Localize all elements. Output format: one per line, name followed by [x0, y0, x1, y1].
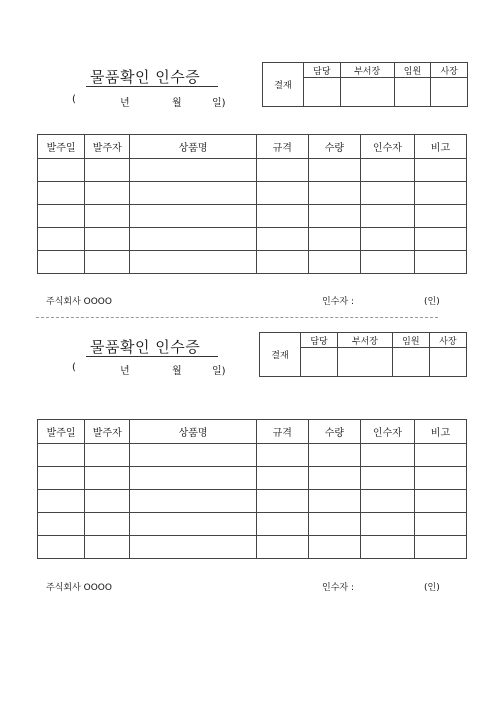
form-title: 물품확인 인수증 [90, 338, 201, 356]
table-cell[interactable] [414, 490, 466, 513]
approval-header-staff: 담당 [301, 333, 338, 348]
sign-box-executive[interactable] [392, 348, 429, 377]
table-cell[interactable] [256, 251, 308, 274]
sign-box-president[interactable] [429, 348, 466, 377]
table-cell[interactable] [85, 444, 130, 467]
approval-header-president: 사장 [431, 63, 468, 78]
table-cell[interactable] [130, 228, 256, 251]
table-cell[interactable] [308, 513, 360, 536]
table-cell[interactable] [85, 205, 130, 228]
receipt-form-1 [0, 0, 504, 307]
col-orderer: 발주자 [85, 135, 130, 159]
table-cell[interactable] [308, 228, 360, 251]
table-cell[interactable] [38, 228, 85, 251]
sign-box-president[interactable] [431, 78, 468, 107]
table-cell[interactable] [308, 467, 360, 490]
table-cell[interactable] [360, 251, 414, 274]
table-cell[interactable] [414, 536, 466, 559]
sign-box-manager[interactable] [338, 348, 393, 377]
items-header-row [38, 135, 467, 159]
col-spec: 규격 [256, 135, 308, 159]
table-cell[interactable] [256, 536, 308, 559]
table-cell[interactable] [360, 536, 414, 559]
table-cell[interactable] [130, 205, 256, 228]
approval-header-president: 사장 [429, 333, 466, 348]
table-cell[interactable] [360, 228, 414, 251]
items-table [37, 419, 467, 559]
table-cell[interactable] [360, 444, 414, 467]
col-receiver: 인수자 [360, 420, 414, 444]
col-spec: 규격 [256, 420, 308, 444]
table-cell[interactable] [256, 467, 308, 490]
receipt-form-2 [0, 284, 504, 593]
col-quantity: 수량 [308, 420, 360, 444]
date-open: ( [72, 94, 76, 105]
col-product-name: 상품명 [130, 135, 256, 159]
table-cell[interactable] [130, 444, 256, 467]
table-cell[interactable] [414, 467, 466, 490]
table-cell[interactable] [85, 513, 130, 536]
sign-box-manager[interactable] [340, 78, 394, 107]
table-row [38, 513, 467, 536]
table-row [38, 251, 467, 274]
approval-label: 결재 [260, 333, 301, 377]
table-cell[interactable] [38, 490, 85, 513]
table-cell[interactable] [308, 205, 360, 228]
table-cell[interactable] [85, 159, 130, 182]
date-year: 년 [120, 366, 130, 377]
table-row [38, 444, 467, 467]
table-cell[interactable] [130, 513, 256, 536]
date-month: 월 [172, 366, 182, 377]
table-cell[interactable] [38, 513, 85, 536]
col-order-date: 발주일 [38, 420, 85, 444]
table-cell[interactable] [256, 182, 308, 205]
date-month: 월 [172, 98, 182, 109]
table-cell[interactable] [85, 467, 130, 490]
table-cell[interactable] [256, 444, 308, 467]
table-cell[interactable] [130, 467, 256, 490]
table-cell[interactable] [308, 182, 360, 205]
table-cell[interactable] [85, 182, 130, 205]
table-cell[interactable] [360, 205, 414, 228]
table-cell[interactable] [414, 513, 466, 536]
receiver-label: 인수자 : [322, 297, 354, 307]
title-underline [86, 86, 218, 87]
approval-label: 결재 [263, 63, 304, 107]
col-remarks: 비고 [414, 135, 466, 159]
table-cell[interactable] [308, 251, 360, 274]
table-cell[interactable] [360, 159, 414, 182]
table-cell[interactable] [38, 251, 85, 274]
table-cell[interactable] [414, 251, 466, 274]
table-cell[interactable] [414, 159, 466, 182]
table-cell[interactable] [256, 159, 308, 182]
form-title: 물품확인 인수증 [90, 68, 201, 86]
table-cell[interactable] [414, 182, 466, 205]
table-cell[interactable] [414, 228, 466, 251]
sign-box-executive[interactable] [394, 78, 431, 107]
company-name: 주식회사 OOOO [46, 583, 112, 593]
table-cell[interactable] [308, 536, 360, 559]
table-cell[interactable] [308, 444, 360, 467]
col-order-date: 발주일 [38, 135, 85, 159]
table-cell[interactable] [130, 251, 256, 274]
col-receiver: 인수자 [360, 135, 414, 159]
table-cell[interactable] [130, 536, 256, 559]
table-row [38, 536, 467, 559]
table-row [38, 205, 467, 228]
table-cell[interactable] [256, 513, 308, 536]
approval-header-manager: 부서장 [338, 333, 393, 348]
table-cell[interactable] [308, 490, 360, 513]
table-cell[interactable] [256, 228, 308, 251]
table-cell[interactable] [85, 251, 130, 274]
date-year: 년 [120, 98, 130, 109]
table-cell[interactable] [360, 513, 414, 536]
table-cell[interactable] [85, 228, 130, 251]
col-remarks: 비고 [414, 420, 466, 444]
table-cell[interactable] [38, 205, 85, 228]
table-cell[interactable] [414, 444, 466, 467]
table-cell[interactable] [38, 159, 85, 182]
receiver-label: 인수자 : [322, 583, 354, 593]
approval-header-executive: 임원 [394, 63, 431, 78]
title-underline [86, 356, 218, 357]
date-day: 일) [212, 98, 226, 109]
table-cell[interactable] [38, 536, 85, 559]
date-day: 일) [212, 366, 226, 377]
table-cell[interactable] [256, 205, 308, 228]
table-cell[interactable] [38, 467, 85, 490]
approval-table [262, 62, 468, 107]
sign-box-staff[interactable] [304, 78, 341, 107]
approval-header-staff: 담당 [304, 63, 341, 78]
approval-header-executive: 임원 [392, 333, 429, 348]
date-open: ( [72, 362, 76, 373]
sign-box-staff[interactable] [301, 348, 338, 377]
company-name: 주식회사 OOOO [46, 297, 112, 307]
seal-mark: (인) [424, 297, 440, 307]
table-row [38, 159, 467, 182]
table-cell[interactable] [38, 444, 85, 467]
table-cell[interactable] [85, 490, 130, 513]
table-cell[interactable] [360, 490, 414, 513]
table-cell[interactable] [130, 159, 256, 182]
table-cell[interactable] [256, 490, 308, 513]
table-row [38, 228, 467, 251]
items-table [37, 134, 467, 274]
table-cell[interactable] [85, 536, 130, 559]
table-cell[interactable] [308, 159, 360, 182]
col-product-name: 상품명 [130, 420, 256, 444]
table-row [38, 490, 467, 513]
approval-header-manager: 부서장 [340, 63, 394, 78]
table-cell[interactable] [414, 205, 466, 228]
col-quantity: 수량 [308, 135, 360, 159]
table-cell[interactable] [130, 490, 256, 513]
approval-table [259, 332, 467, 377]
items-header-row [38, 420, 467, 444]
table-row [38, 182, 467, 205]
table-cell[interactable] [360, 467, 414, 490]
seal-mark: (인) [424, 583, 440, 593]
table-cell[interactable] [130, 182, 256, 205]
table-cell[interactable] [360, 182, 414, 205]
col-orderer: 발주자 [85, 420, 130, 444]
table-cell[interactable] [38, 182, 85, 205]
table-row [38, 467, 467, 490]
